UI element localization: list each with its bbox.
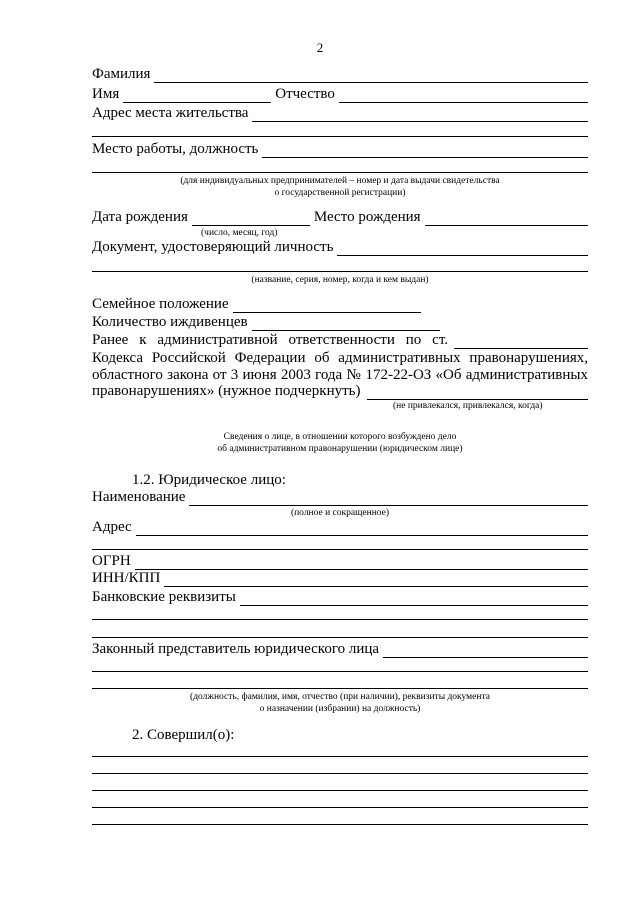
bank-label: Банковские реквизиты [92, 589, 236, 605]
marital-row [92, 296, 588, 313]
surname-label: Фамилия [92, 66, 151, 82]
legal-section-title: 1.2. Юридическое лицо: [132, 472, 286, 488]
ogrn-label: ОГРН [92, 553, 131, 569]
workplace-extra-line[interactable] [92, 172, 588, 173]
dependents-field[interactable] [252, 316, 440, 331]
patronymic-field[interactable] [339, 88, 588, 103]
legal-info-2: об административном правонарушении (юридическом лице) [217, 444, 463, 454]
address-extra-line[interactable] [92, 136, 588, 137]
birth-place-field[interactable] [425, 211, 588, 226]
address-row [92, 105, 588, 122]
legal-name-row [92, 489, 588, 506]
birth-date-field[interactable] [192, 211, 310, 226]
address-label: Адрес места жительства [92, 105, 249, 121]
legal-info-1: Сведения о лице, в отношении которого возбуждено дело [223, 432, 457, 442]
prior-line-3: областного закона от 3 июня 2003 года № 172-22-ОЗ «Об административных [92, 367, 588, 383]
legal-address-label: Адрес [92, 519, 132, 535]
name-row [92, 86, 588, 103]
id-document-row [92, 239, 588, 256]
entrepreneur-note-2: о государственной регистрации) [274, 188, 406, 198]
prior-line-4: правонарушениях» (нужное подчеркнуть) [92, 383, 361, 399]
representative-extra-line-2[interactable] [92, 688, 588, 689]
workplace-label: Место работы, должность [92, 141, 259, 157]
committed-line-2[interactable] [92, 773, 588, 774]
dependents-label: Количество иждивенцев [92, 314, 248, 330]
name-label: Имя [92, 86, 120, 102]
committed-line-1[interactable] [92, 756, 588, 757]
id-document-note: (название, серия, номер, когда и кем выдан) [251, 275, 429, 285]
legal-name-note: (полное и сокращенное) [290, 508, 390, 518]
ogrn-row [92, 553, 588, 570]
inn-label: ИНН/КПП [92, 570, 161, 586]
committed-line-3[interactable] [92, 790, 588, 791]
legal-name-label: Наименование [92, 489, 186, 505]
birth-place-label: Место рождения [313, 209, 421, 225]
committed-line-5[interactable] [92, 824, 588, 825]
article-field[interactable] [454, 334, 588, 349]
dependents-row [92, 314, 588, 331]
bank-field[interactable] [240, 591, 588, 606]
birth-date-label: Дата рождения [92, 209, 188, 225]
address-field[interactable] [252, 107, 588, 122]
representative-row [92, 641, 588, 658]
inn-row [92, 570, 588, 587]
prior-line-1: Ранее к административной ответственности по ст. [92, 332, 448, 348]
legal-address-field[interactable] [136, 521, 588, 536]
id-document-extra-line[interactable] [92, 271, 588, 272]
bank-row [92, 589, 588, 606]
birth-row [92, 209, 588, 226]
page-number: 2 [316, 40, 324, 55]
id-document-field[interactable] [337, 241, 588, 256]
workplace-field[interactable] [262, 143, 588, 158]
representative-note-2: о назначении (избрании) на должность) [259, 704, 421, 714]
prior-line-2: Кодекса Российской Федерации об административных правонарушениях, [92, 350, 588, 366]
legal-address-row [92, 519, 588, 536]
prior-note: (не привлекался, привлекался, когда) [393, 401, 543, 411]
ogrn-field[interactable] [135, 555, 588, 570]
representative-field[interactable] [383, 643, 588, 658]
entrepreneur-note-1: (для индивидуальных предпринимателей – номер и дата выдачи свидетельства [180, 176, 500, 186]
patronymic-label: Отчество [275, 86, 335, 102]
bank-extra-line-1[interactable] [92, 619, 588, 620]
representative-label: Законный представитель юридического лица [92, 641, 380, 657]
legal-name-field[interactable] [189, 491, 588, 506]
id-document-label: Документ, удостоверяющий личность [92, 239, 334, 255]
surname-row [92, 66, 588, 83]
workplace-row [92, 141, 588, 158]
marital-field[interactable] [233, 298, 421, 313]
representative-extra-line-1[interactable] [92, 671, 588, 672]
prior-status-field[interactable] [367, 385, 588, 400]
surname-field[interactable] [154, 68, 588, 83]
inn-field[interactable] [164, 572, 588, 587]
legal-address-extra-line[interactable] [92, 549, 588, 550]
name-field[interactable] [123, 88, 271, 103]
marital-label: Семейное положение [92, 296, 229, 312]
birth-date-note: (число, месяц, год) [201, 228, 278, 238]
committed-line-4[interactable] [92, 807, 588, 808]
committed-title: 2. Совершил(о): [132, 727, 235, 743]
bank-extra-line-2[interactable] [92, 637, 588, 638]
prior-row-1 [92, 332, 588, 349]
prior-row-4 [92, 383, 588, 400]
representative-note-1: (должность, фамилия, имя, отчество (при наличии), реквизиты документа [190, 692, 490, 702]
